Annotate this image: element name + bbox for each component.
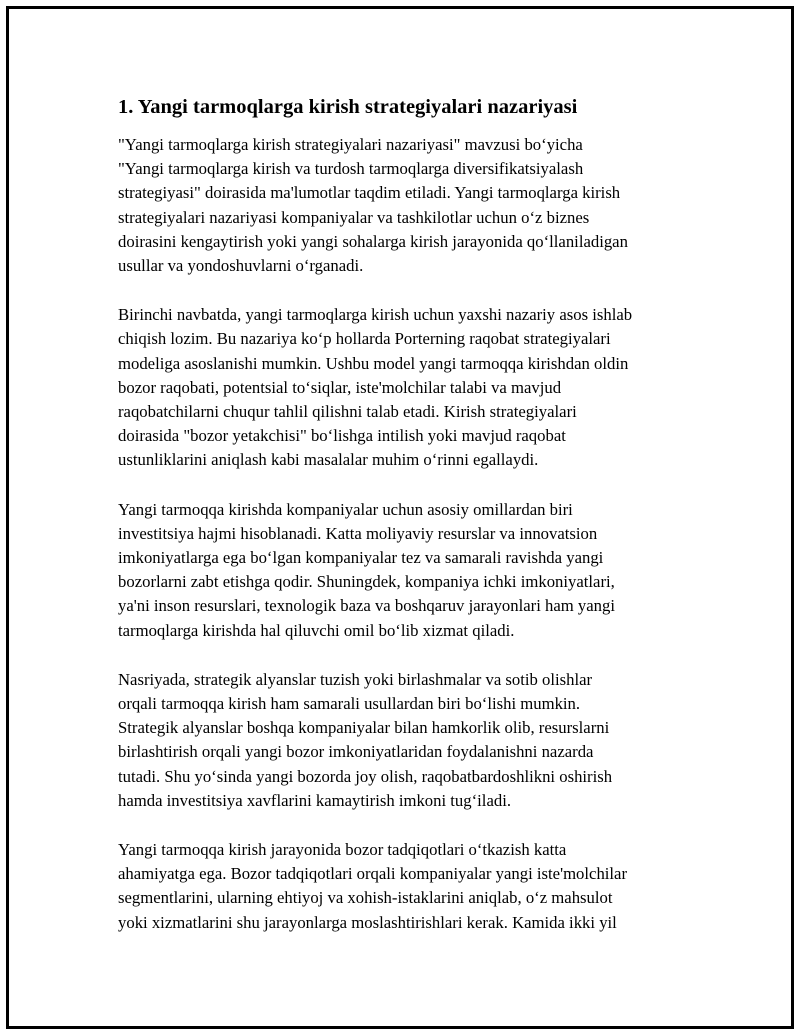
text-line: hamda investitsiya xavflarini kamaytirish imkoni tug‘iladi.	[118, 790, 512, 810]
paragraph-4	[118, 668, 690, 813]
text-line: bozorlarni zabt etishga qodir. Shuningdek, kompaniya ichki imkoniyatlari,	[118, 572, 615, 592]
text-line: orqali tarmoqqa kirish ham samarali usullardan biri bo‘lishi mumkin.	[118, 694, 581, 714]
text-line: Birinchi navbatda, yangi tarmoqlarga kirish uchun yaxshi nazariy asos ishlab	[118, 305, 633, 325]
text-line: usullar va yondoshuvlarni o‘rganadi.	[118, 256, 364, 276]
text-line: Nasriyada, strategik alyanslar tuzish yoki birlashmalar va sotib olishlar	[118, 669, 593, 689]
text-line: segmentlarini, ularning ehtiyoj va xohish-istaklarini aniqlab, o‘z mahsulot	[118, 888, 613, 908]
section-heading: 1. Yangi tarmoqlarga kirish strategiyalari nazariyasi	[118, 96, 578, 118]
text-line: "Yangi tarmoqlarga kirish strategiyalari nazariyasi" mavzusi bo‘yicha	[118, 135, 583, 154]
text-line: doirasida "bozor yetakchisi" bo‘lishga intilish yoki mavjud raqobat	[118, 426, 566, 446]
text-line: ustunliklarini aniqlash kabi masalalar muhim o‘rinni egallaydi.	[118, 450, 539, 470]
paragraph-3	[118, 498, 690, 643]
text-line: "Yangi tarmoqlarga kirish va turdosh tarmoqlarga diversifikatsiyalash	[118, 159, 584, 179]
paragraph-2	[118, 303, 690, 472]
text-line: birlashtirish orqali yangi bozor imkoniyatlaridan foydalanishni nazarda	[118, 742, 594, 762]
text-line: Yangi tarmoqqa kirish jarayonida bozor tadqiqotlari o‘tkazish katta	[118, 840, 567, 860]
text-line: Yangi tarmoqqa kirishda kompaniyalar uchun asosiy omillardan biri	[118, 499, 573, 519]
text-line: doirasini kengaytirish yoki yangi sohalarga kirish jarayonida qo‘llaniladigan	[118, 231, 628, 251]
paragraph-5	[118, 838, 690, 935]
text-line: modeliga asoslanishi mumkin. Ushbu model yangi tarmoqqa kirishdan oldin	[118, 353, 629, 373]
text-line: raqobatchilarni chuqur tahlil qilishni talab etadi. Kirish strategiyalari	[118, 402, 577, 422]
paragraph-1	[118, 133, 690, 278]
text-line: imkoniyatlarga ega bo‘lgan kompaniyalar tez va samarali ravishda yangi	[118, 548, 604, 568]
text-line: yoki xizmatlarini shu jarayonlarga moslashtirishlari kerak. Kamida ikki yil	[118, 912, 617, 932]
text-line: Strategik alyanslar boshqa kompaniyalar bilan hamkorlik olib, resurslarni	[118, 718, 610, 738]
text-line: tutadi. Shu yo‘sinda yangi bozorda joy olish, raqobatbardoshlikni oshirish	[118, 766, 613, 786]
text-line: bozor raqobati, potentsial to‘siqlar, iste'molchilar talabi va mavjud	[118, 377, 562, 397]
text-line: ahamiyatga ega. Bozor tadqiqotlari orqali kompaniyalar yangi iste'molchilar	[118, 864, 628, 884]
text-line: strategiyalari nazariyasi kompaniyalar va tashkilotlar uchun o‘z biznes	[118, 207, 590, 227]
text-line: chiqish lozim. Bu nazariya ko‘p hollarda Porterning raqobat strategiyalari	[118, 329, 611, 349]
document-body	[118, 93, 690, 960]
text-line: investitsiya hajmi hisoblanadi. Katta moliyaviy resurslar va innovatsion	[118, 523, 598, 543]
text-line: strategiyasi" doirasida ma'lumotlar taqdim etiladi. Yangi tarmoqlarga kirish	[118, 183, 621, 203]
text-line: ya'ni inson resurslari, texnologik baza va boshqaruv jarayonlari ham yangi	[118, 596, 615, 616]
text-line: tarmoqlarga kirishda hal qiluvchi omil bo‘lib xizmat qiladi.	[118, 620, 515, 640]
